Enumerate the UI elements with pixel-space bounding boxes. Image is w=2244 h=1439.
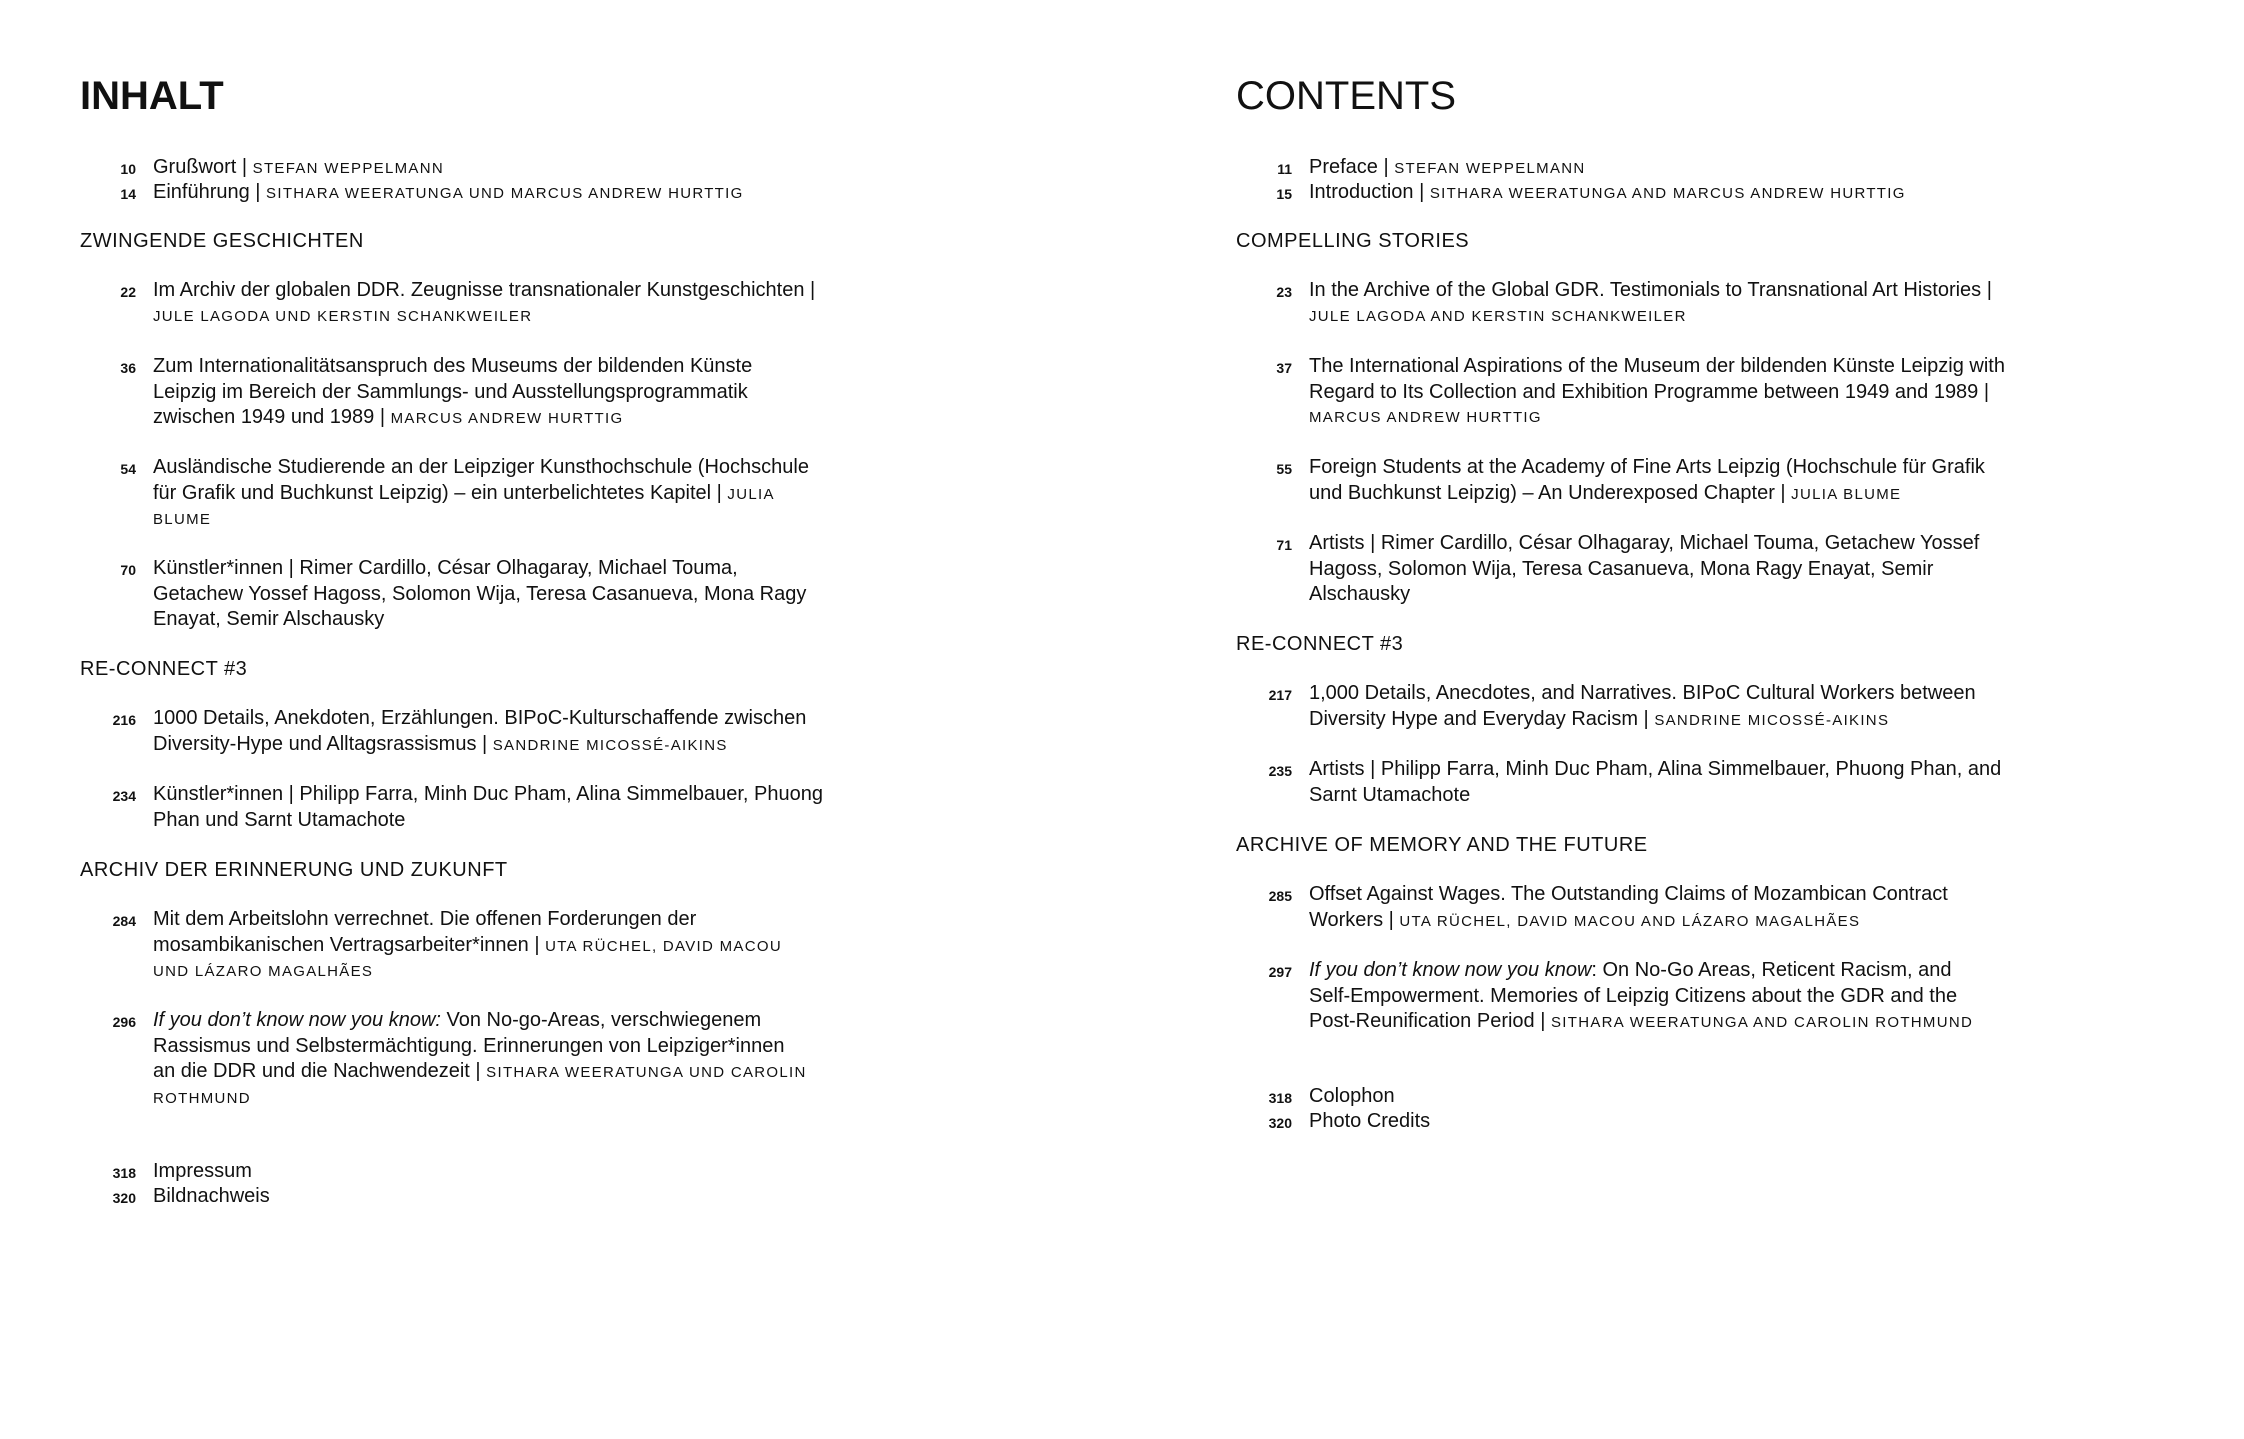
- entry-title-line: zwischen 1949 und 1989 |: [153, 406, 391, 428]
- entry-title: Grußwort |: [153, 156, 253, 178]
- page-number: 217: [1268, 687, 1292, 703]
- entry-title-italic: If you don’t know now you know:: [153, 1009, 441, 1031]
- entry-author: JULIA BLUME: [1791, 485, 1902, 503]
- entry-title-line: Hagoss, Solomon Wija, Teresa Casanueva, Mona Ragy Enayat, Semir: [1309, 557, 1934, 580]
- page-number: 14: [120, 186, 136, 202]
- entry-title-line: Offset Against Wages. The Outstanding Claims of Mozambican Contract: [1309, 883, 1948, 905]
- entry-title: Impressum: [153, 1160, 252, 1182]
- entry-title-line: Mit dem Arbeitslohn verrechnet. Die offenen Forderungen der: [153, 908, 697, 930]
- entry-author: JULIA: [727, 485, 775, 503]
- entry-author: JULE LAGODA AND KERSTIN SCHANKWEILER: [1309, 307, 1687, 325]
- page-number: 70: [120, 562, 136, 578]
- page-number: 318: [112, 1165, 136, 1181]
- entry-title-line: : On No-Go Areas, Reticent Racism, and: [1591, 959, 1952, 981]
- page-number: 55: [1276, 461, 1292, 477]
- section-heading: ARCHIV DER ERINNERUNG UND ZUKUNFT: [80, 859, 508, 881]
- entry-title-line: Leipzig im Bereich der Sammlungs- und Ausstellungsprogrammatik: [153, 380, 748, 403]
- entry-title-line: Von No-go-Areas, verschwiegenem: [440, 1009, 762, 1031]
- page-number: 320: [112, 1190, 136, 1206]
- entry-title: Colophon: [1309, 1085, 1395, 1107]
- entry-author: SITHARA WEERATUNGA UND CAROLIN: [486, 1064, 807, 1081]
- entry-title: Bildnachweis: [153, 1185, 270, 1207]
- entry-author: SANDRINE MICOSSÉ-AIKINS: [1654, 711, 1890, 729]
- entry-title-line: Diversity Hype and Everyday Racism |: [1309, 707, 1655, 730]
- page-number: 235: [1268, 763, 1292, 779]
- page-number: 23: [1276, 284, 1292, 300]
- entry-title-line: Ausländische Studierende an der Leipziger Kunsthochschule (Hochschule: [153, 456, 809, 478]
- page-number: 285: [1268, 888, 1292, 904]
- page-number: 54: [120, 461, 136, 477]
- page-title: INHALT: [80, 74, 224, 118]
- entry-title-line: für Grafik und Buchkunst Leipzig) – ein unterbelichtetes Kapitel |: [153, 481, 728, 504]
- entry-title-line: Foreign Students at the Academy of Fine Arts Leipzig (Hochschule für Grafik: [1309, 456, 1985, 478]
- entry-author: BLUME: [153, 511, 212, 528]
- entry-author: MARCUS ANDREW HURTTIG: [1309, 409, 1542, 426]
- entry-title: In the Archive of the Global GDR. Testimonials to Transnational Art Histories |: [1309, 279, 1992, 301]
- section-heading: ZWINGENDE GESCHICHTEN: [80, 230, 364, 252]
- entry-title: Photo Credits: [1309, 1110, 1431, 1132]
- page-number: 36: [120, 360, 136, 376]
- entry-title-line: Künstler*innen | Rimer Cardillo, César Olhagaray, Michael Touma,: [153, 557, 738, 579]
- entry-author: SITHARA WEERATUNGA UND MARCUS ANDREW HURTTIG: [266, 185, 744, 202]
- page-number: 71: [1276, 537, 1292, 553]
- entry-title-line: Zum Internationalitätsanspruch des Museums der bildenden Künste: [153, 355, 753, 377]
- entry-title-line: Sarnt Utamachote: [1309, 783, 1471, 806]
- page-title: CONTENTS: [1236, 74, 1456, 118]
- entry-title-line: Workers |: [1309, 908, 1400, 931]
- page-number: 284: [112, 913, 136, 929]
- entry-title-line: Künstler*innen | Philipp Farra, Minh Duc Pham, Alina Simmelbauer, Phuong: [153, 783, 823, 805]
- entry-title-line: 1000 Details, Anekdoten, Erzählungen. BIPoC-Kulturschaffende zwischen: [153, 707, 807, 729]
- page-number: 318: [1268, 1090, 1292, 1106]
- section-heading: RE-CONNECT #3: [80, 658, 248, 680]
- page-number: 320: [1268, 1115, 1292, 1131]
- entry-author: STEFAN WEPPELMANN: [252, 160, 444, 177]
- section-heading: ARCHIVE OF MEMORY AND THE FUTURE: [1236, 834, 1648, 856]
- entry-title: Im Archiv der globalen DDR. Zeugnisse transnationaler Kunstgeschichten |: [153, 279, 816, 301]
- entry-author: JULE LAGODA UND KERSTIN SCHANKWEILER: [153, 307, 533, 325]
- page-number: 297: [1268, 964, 1292, 980]
- entry-title-line: an die DDR und die Nachwendezeit |: [153, 1060, 487, 1082]
- entry-title-line: 1,000 Details, Anecdotes, and Narratives. BIPoC Cultural Workers between: [1309, 682, 1976, 704]
- entry-title-line: Self-Empowerment. Memories of Leipzig Citizens about the GDR and the: [1309, 984, 1958, 1007]
- entry-title-italic: If you don’t know now you know: [1309, 959, 1592, 981]
- entry-title-line: Post-Reunification Period |: [1309, 1010, 1551, 1032]
- entry-title-line: Enayat, Semir Alschausky: [153, 608, 385, 630]
- entry-title-line: und Buchkunst Leipzig) – An Underexposed Chapter |: [1309, 481, 1792, 504]
- entry-title-line: Artists | Philipp Farra, Minh Duc Pham, Alina Simmelbauer, Phuong Phan, and: [1309, 758, 2002, 780]
- entry-title-line: Artists | Rimer Cardillo, César Olhagaray, Michael Touma, Getachew Yossef: [1309, 532, 1980, 554]
- page-number: 296: [112, 1014, 136, 1030]
- entry-author: UND LÁZARO MAGALHÃES: [153, 963, 374, 980]
- entry-title-line: Regard to Its Collection and Exhibition Programme between 1949 and 1989 |: [1309, 380, 1990, 403]
- page-number: 216: [112, 712, 136, 728]
- entry-author: SITHARA WEERATUNGA AND CAROLIN ROTHMUND: [1550, 1014, 1974, 1031]
- entry-author: ROTHMUND: [153, 1089, 251, 1107]
- entry-title-line: Phan und Sarnt Utamachote: [153, 808, 406, 831]
- entry-author: UTA RÜCHEL, DAVID MACOU AND LÁZARO MAGALHÃES: [1399, 912, 1861, 930]
- entry-title-line: Alschausky: [1309, 583, 1411, 605]
- entry-author: MARCUS ANDREW HURTTIG: [390, 410, 624, 427]
- entry-title-line: The International Aspirations of the Museum der bildenden Künste Leipzig with: [1309, 355, 2005, 377]
- entry-title-line: Getachew Yossef Hagoss, Solomon Wija, Teresa Casanueva, Mona Ragy: [153, 582, 807, 605]
- page-number: 37: [1276, 360, 1292, 376]
- entry-author: STEFAN WEPPELMANN: [1394, 160, 1586, 177]
- entry-title-line: Rassismus und Selbstermächtigung. Erinnerungen von Leipziger*innen: [153, 1034, 785, 1057]
- page-number: 22: [120, 284, 136, 300]
- section-heading: COMPELLING STORIES: [1236, 230, 1470, 252]
- entry-title: Introduction |: [1309, 181, 1430, 203]
- entry-title-line: Diversity-Hype und Alltagsrassismus |: [153, 732, 493, 755]
- section-heading: RE-CONNECT #3: [1236, 633, 1404, 655]
- page-number: 11: [1277, 161, 1292, 177]
- entry-author: SITHARA WEERATUNGA AND MARCUS ANDREW HURTTIG: [1429, 185, 1906, 202]
- page-number: 234: [112, 788, 136, 804]
- entry-title: Einführung |: [153, 181, 267, 203]
- page-number: 10: [120, 161, 136, 177]
- entry-title-line: mosambikanischen Vertragsarbeiter*innen |: [153, 933, 546, 956]
- entry-author: UTA RÜCHEL, DAVID MACOU: [545, 937, 782, 955]
- page-number: 15: [1276, 186, 1292, 202]
- entry-author: SANDRINE MICOSSÉ-AIKINS: [492, 736, 728, 754]
- entry-title: Preface |: [1309, 156, 1395, 178]
